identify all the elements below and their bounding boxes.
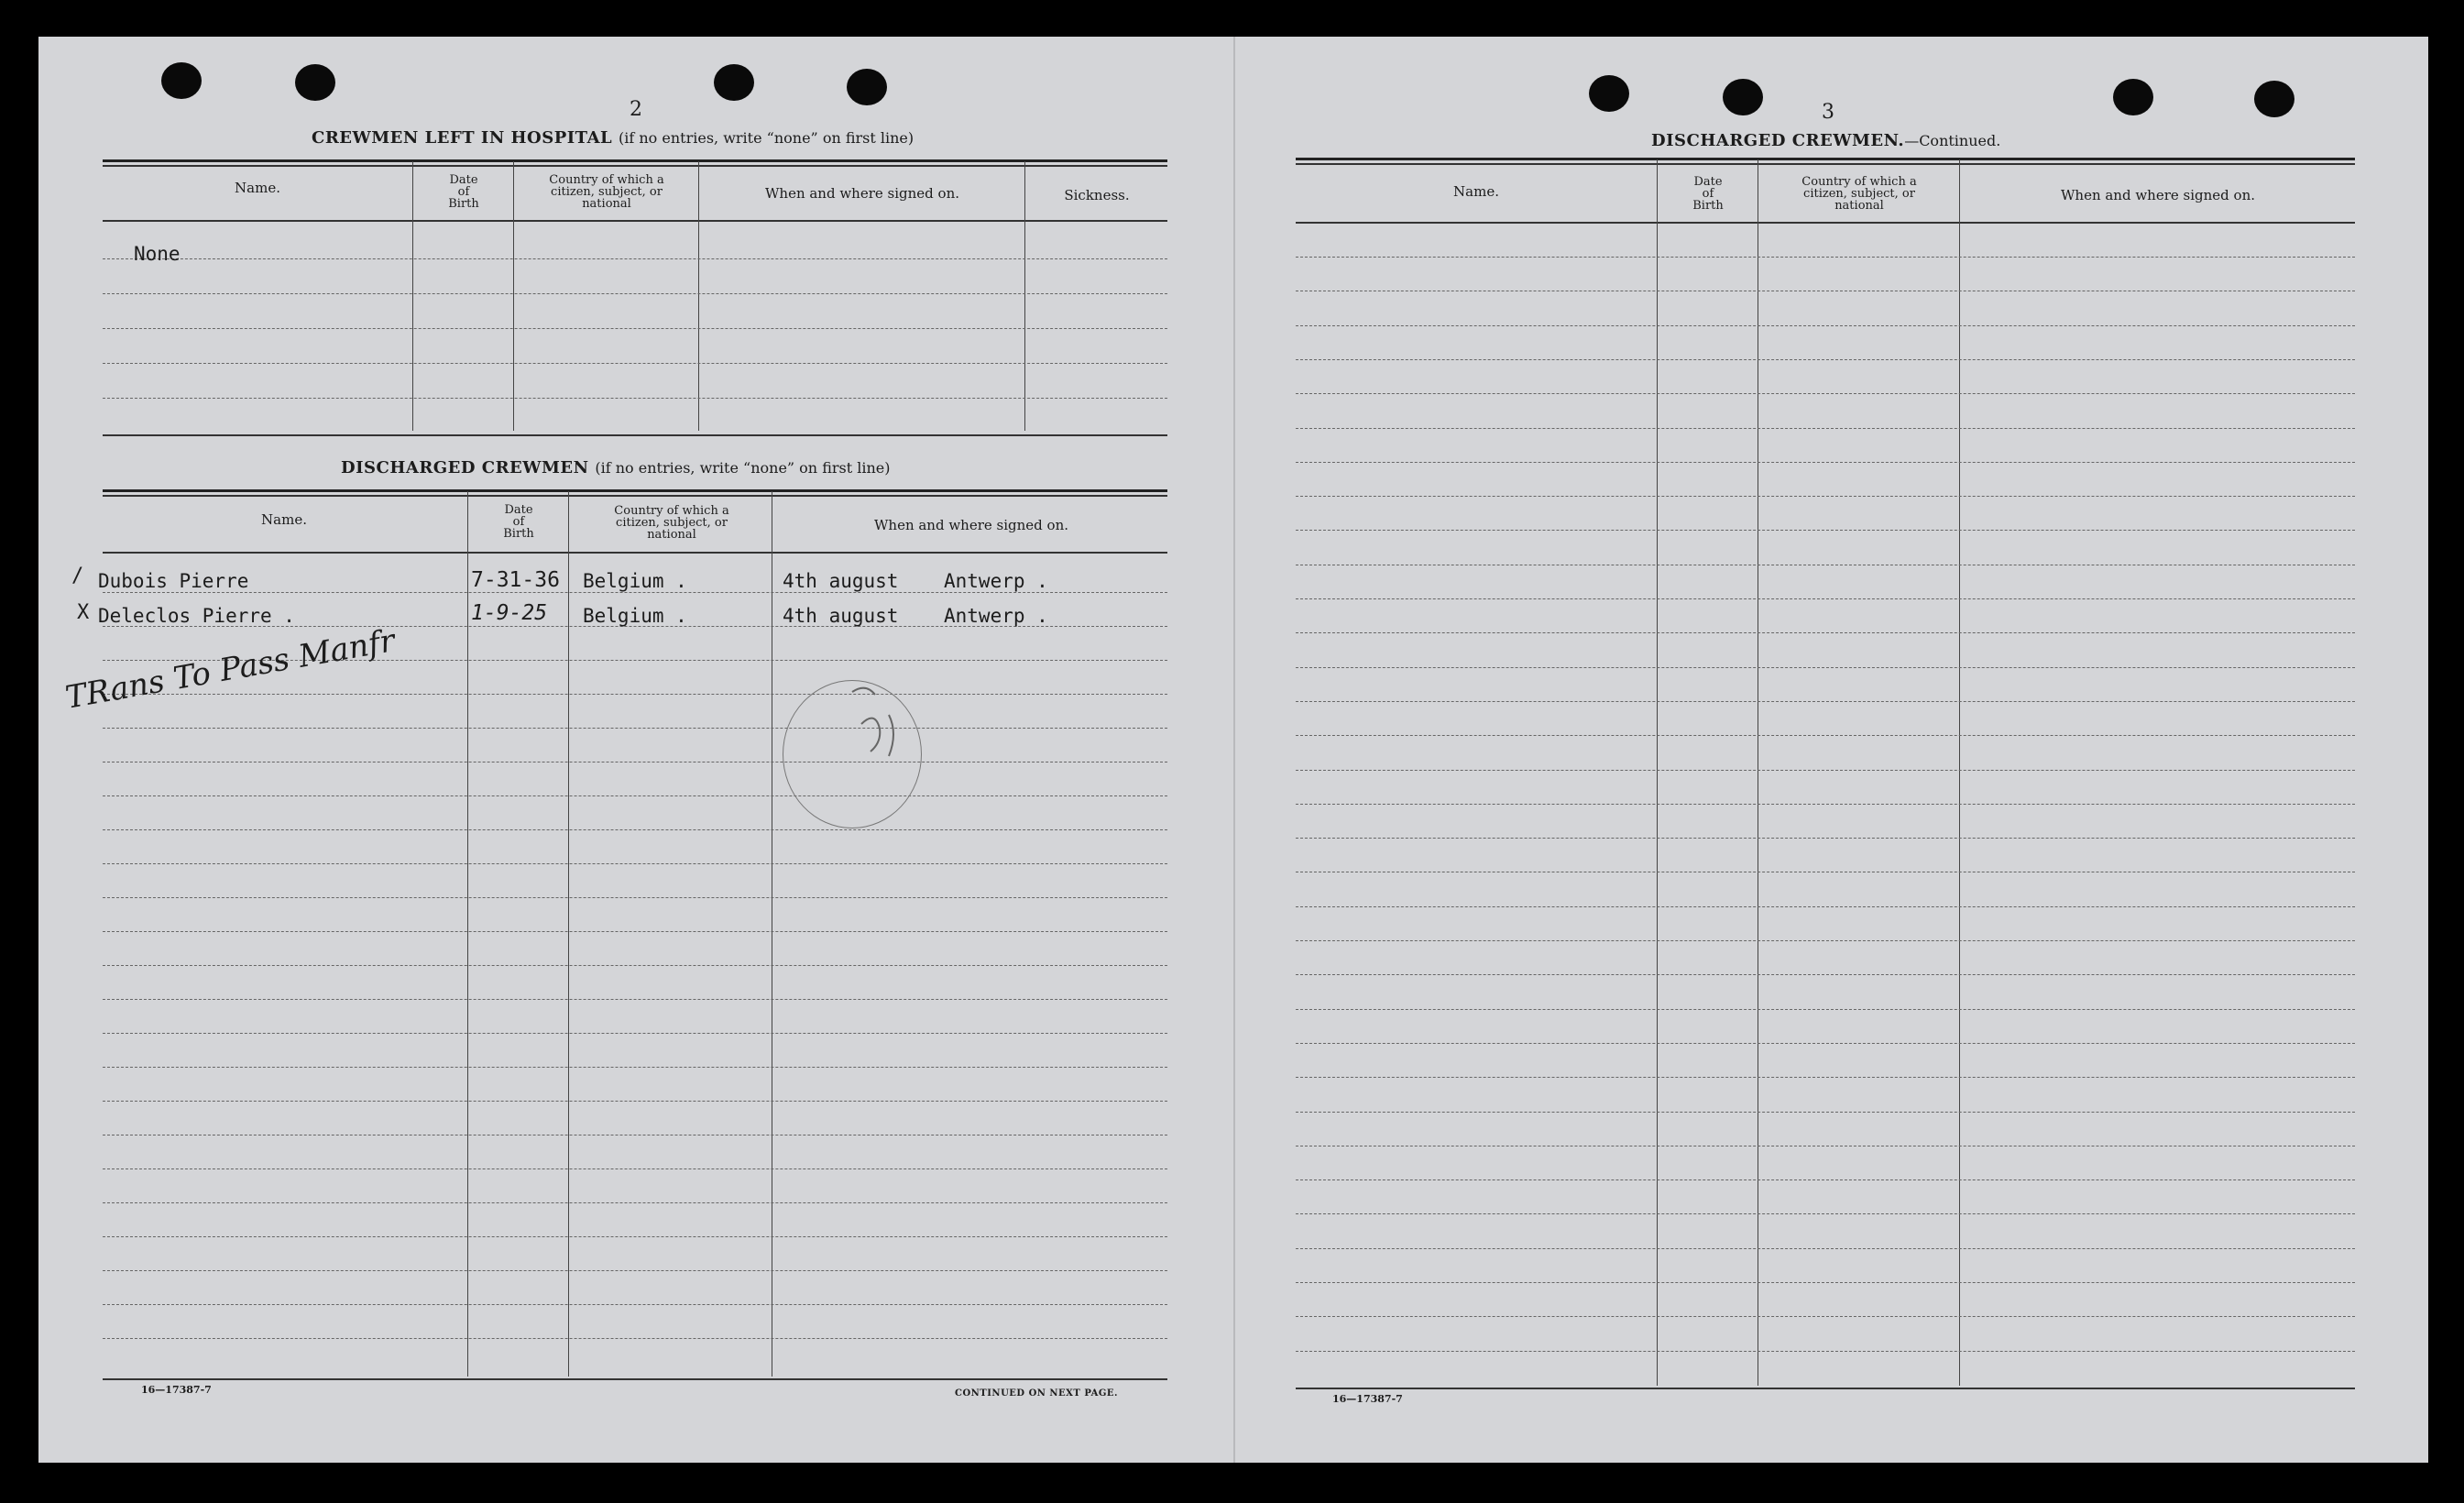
crew-country: Belgium .: [583, 605, 687, 627]
hospital-col-divider: [513, 161, 514, 431]
hospital-none-entry: None: [134, 243, 181, 265]
punch-hole: [1589, 75, 1629, 112]
ruled-line: [1296, 804, 2355, 805]
right-top-rule: [1296, 158, 2355, 160]
ruled-line: [1296, 838, 2355, 839]
ruled-line: [1296, 1043, 2355, 1044]
hospital-col-divider: [1024, 161, 1025, 431]
ruled-line: [1296, 1248, 2355, 1249]
crew-dob: 7-31-36: [471, 568, 560, 592]
discharged-top-rule: [103, 489, 1167, 492]
dob-line: of: [457, 184, 470, 199]
crew-signed-place: Antwerp .: [944, 570, 1048, 592]
ruled-line: [1296, 1077, 2355, 1078]
right-col-country: [1759, 169, 1959, 218]
hospital-instruction: (if no entries, write “none” on first line): [619, 129, 914, 147]
crew-country: Belgium .: [583, 570, 687, 592]
ruled-line: [1296, 1282, 2355, 1283]
ruled-line: [103, 363, 1167, 364]
form-number-right: 16—17387-7: [1332, 1393, 1403, 1405]
ruled-line: [103, 897, 1167, 898]
ruled-line: [1296, 598, 2355, 599]
discharged-col-signed: When and where signed on.: [873, 516, 1068, 533]
ruled-line: [103, 293, 1167, 294]
page-number-right: 3: [1822, 101, 1834, 124]
ruled-line: [103, 1270, 1167, 1271]
ruled-line: [103, 1101, 1167, 1102]
punch-hole: [295, 64, 335, 101]
ruled-line: [103, 328, 1167, 329]
ruled-line: [103, 965, 1167, 966]
ruled-line: [1296, 1009, 2355, 1010]
ruled-line: [103, 1304, 1167, 1305]
page-number-left: 2: [630, 98, 642, 121]
page-fold: [1233, 37, 1235, 1463]
dob-line: Date: [449, 172, 478, 187]
ruled-line: [103, 999, 1167, 1000]
hospital-bottom-rule: [103, 434, 1167, 436]
crew-dob: 1-9-25: [471, 601, 548, 625]
country-line: national: [582, 196, 631, 211]
ruled-line: [103, 1067, 1167, 1068]
right-header-rule: [1296, 222, 2355, 224]
ruled-line: [1296, 496, 2355, 497]
hospital-top-rule: [103, 159, 1167, 162]
dob-line: Birth: [448, 196, 479, 211]
ruled-line: [1296, 701, 2355, 702]
discharged-col-divider: [568, 491, 569, 1377]
ruled-line: [103, 694, 1167, 695]
hospital-col-sickness: Sickness.: [1064, 186, 1130, 203]
discharged-col-divider: [467, 491, 468, 1377]
country-line: national: [647, 527, 696, 542]
punch-hole: [161, 62, 202, 99]
ruled-line: [103, 728, 1167, 729]
hospital-section-title: [312, 128, 914, 148]
punch-hole: [714, 64, 754, 101]
ruled-line: [103, 1236, 1167, 1237]
right-col-dob: [1659, 169, 1758, 218]
discharged-col-dob: [469, 497, 568, 546]
row-mark: X: [77, 601, 90, 624]
ruled-line: [103, 863, 1167, 864]
country-line: citizen, subject, or: [1803, 186, 1915, 201]
right-section-title: [1651, 131, 2000, 150]
discharged-col-name: Name.: [261, 510, 307, 528]
ruled-line: [1296, 974, 2355, 975]
discharged-instruction: (if no entries, write “none” on first line): [595, 459, 891, 477]
ruled-line: [1296, 530, 2355, 531]
ruled-line: [1296, 770, 2355, 771]
country-line: Country of which a: [614, 503, 729, 518]
ruled-line: [1296, 906, 2355, 907]
dob-line: of: [1702, 186, 1714, 201]
crew-name: Dubois Pierre: [98, 570, 249, 592]
country-line: citizen, subject, or: [616, 515, 728, 530]
dob-line: Birth: [503, 526, 534, 541]
hospital-col-divider: [698, 161, 699, 431]
dob-line: Date: [1693, 174, 1723, 189]
ruled-line: [103, 1202, 1167, 1203]
scribble-path: [852, 688, 893, 756]
dob-line: Birth: [1692, 198, 1724, 213]
punch-hole: [1723, 79, 1763, 115]
country-line: national: [1834, 198, 1884, 213]
stamp-scribble: [825, 678, 925, 779]
right-bottom-rule: [1296, 1388, 2355, 1389]
crew-signed-date: 4th august: [783, 570, 899, 592]
ruled-line: [103, 795, 1167, 796]
ruled-line: [1296, 1351, 2355, 1352]
ruled-line: [103, 398, 1167, 399]
crew-signed-date: 4th august: [783, 605, 899, 627]
crew-name: Deleclos Pierre .: [98, 605, 295, 627]
right-col-divider: [1959, 159, 1960, 1386]
hospital-col-name: Name.: [235, 179, 280, 196]
form-number-left: 16—17387-7: [141, 1384, 212, 1396]
left-bottom-rule: [103, 1378, 1167, 1380]
hospital-col-country: [515, 167, 698, 216]
right-col-divider: [1657, 159, 1658, 1386]
ruled-line: [103, 931, 1167, 932]
hospital-col-signed: When and where signed on.: [764, 184, 959, 202]
punch-hole: [2113, 79, 2153, 115]
ruled-line: [103, 1033, 1167, 1034]
handwritten-note: TRans To Pass Manfr: [62, 622, 398, 717]
ruled-line: [103, 258, 1167, 259]
country-line: Country of which a: [1801, 174, 1917, 189]
ruled-line: [103, 1168, 1167, 1169]
ruled-line: [103, 1338, 1167, 1339]
ruled-line: [1296, 428, 2355, 429]
punch-hole: [847, 69, 887, 105]
ruled-line: [1296, 1316, 2355, 1317]
country-line: citizen, subject, or: [551, 184, 663, 199]
ruled-line: [1296, 359, 2355, 360]
ruled-line: [1296, 1179, 2355, 1180]
dob-line: Date: [504, 502, 533, 517]
ruled-line: [1296, 393, 2355, 394]
ruled-line: [103, 592, 1167, 593]
ruled-line: [103, 829, 1167, 830]
ruled-line: [1296, 1213, 2355, 1214]
country-line: Country of which a: [549, 172, 664, 187]
hospital-header-rule: [103, 220, 1167, 222]
ruled-line: [1296, 940, 2355, 941]
right-title-suffix: —Continued.: [1904, 132, 2001, 149]
ruled-line: [1296, 325, 2355, 326]
hospital-col-divider: [412, 161, 413, 431]
discharged-title-text: DISCHARGED CREWMEN: [341, 458, 589, 477]
punch-hole: [2254, 81, 2294, 117]
right-col-signed: When and where signed on.: [2060, 186, 2255, 203]
ruled-line: [1296, 462, 2355, 463]
ruled-line: [1296, 735, 2355, 736]
hospital-title-text: CREWMEN LEFT IN HOSPITAL: [312, 128, 613, 148]
hospital-col-dob: [414, 167, 513, 216]
right-col-name: Name.: [1453, 182, 1499, 200]
ruled-line: [1296, 667, 2355, 668]
discharged-header-rule: [103, 552, 1167, 554]
ruled-line: [1296, 257, 2355, 258]
crew-signed-place: Antwerp .: [944, 605, 1048, 627]
row-mark: /: [71, 565, 84, 587]
discharged-section-title: [341, 458, 891, 477]
ruled-line: [1296, 1112, 2355, 1113]
right-top-rule-2: [1296, 163, 2355, 165]
right-title-text: DISCHARGED CREWMEN.: [1651, 131, 1905, 150]
dob-line: of: [512, 514, 525, 529]
discharged-col-country: [570, 497, 773, 548]
ruled-line: [1296, 632, 2355, 633]
continued-note: CONTINUED ON NEXT PAGE.: [955, 1388, 1119, 1399]
